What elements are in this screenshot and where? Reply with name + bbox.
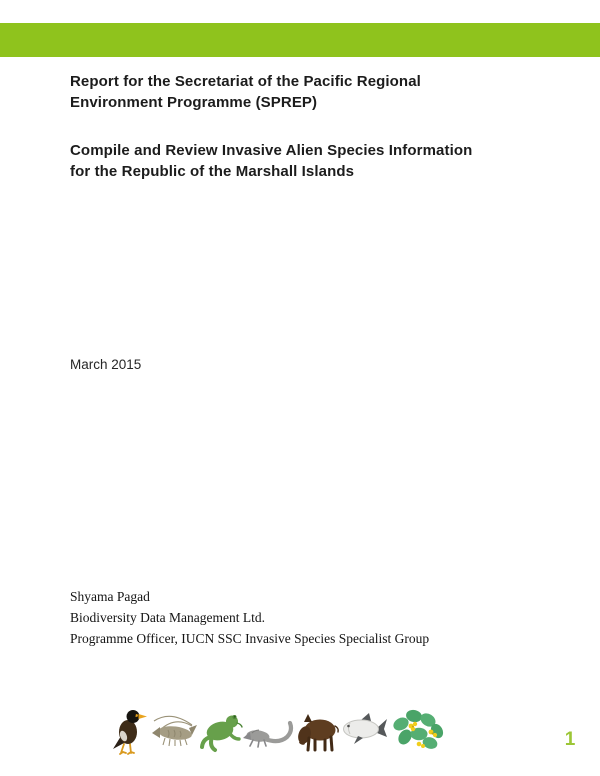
author-block [70, 586, 429, 649]
subject-title-line2: for the Republic of the Marshall Islands [70, 163, 355, 180]
plant-icon [389, 706, 445, 756]
fish-icon [341, 706, 389, 756]
author-organisation: Biodiversity Data Management Ltd. [70, 610, 265, 625]
author-name: Shyama Pagad [70, 589, 150, 604]
pig-icon [295, 706, 341, 756]
subject-title [70, 140, 540, 182]
species-icon-strip [111, 704, 445, 758]
shrimp-icon [151, 706, 199, 756]
report-title [70, 71, 540, 113]
report-title-line1: Report for the Secretariat of the Pacific Regional [70, 73, 421, 90]
author-role: Programme Officer, IUCN SSC Invasive Species Specialist Group [70, 631, 430, 646]
report-title-line2: Environment Programme (SPREP) [70, 94, 318, 111]
lizard-icon [243, 706, 295, 756]
report-date: March 2015 [70, 357, 142, 372]
header-green-bar [0, 23, 600, 57]
frog-icon [199, 706, 243, 756]
subject-title-line1: Compile and Review Invasive Alien Species Information [70, 142, 473, 159]
page-number: 1 [564, 729, 576, 750]
myna-bird-icon [111, 706, 151, 756]
